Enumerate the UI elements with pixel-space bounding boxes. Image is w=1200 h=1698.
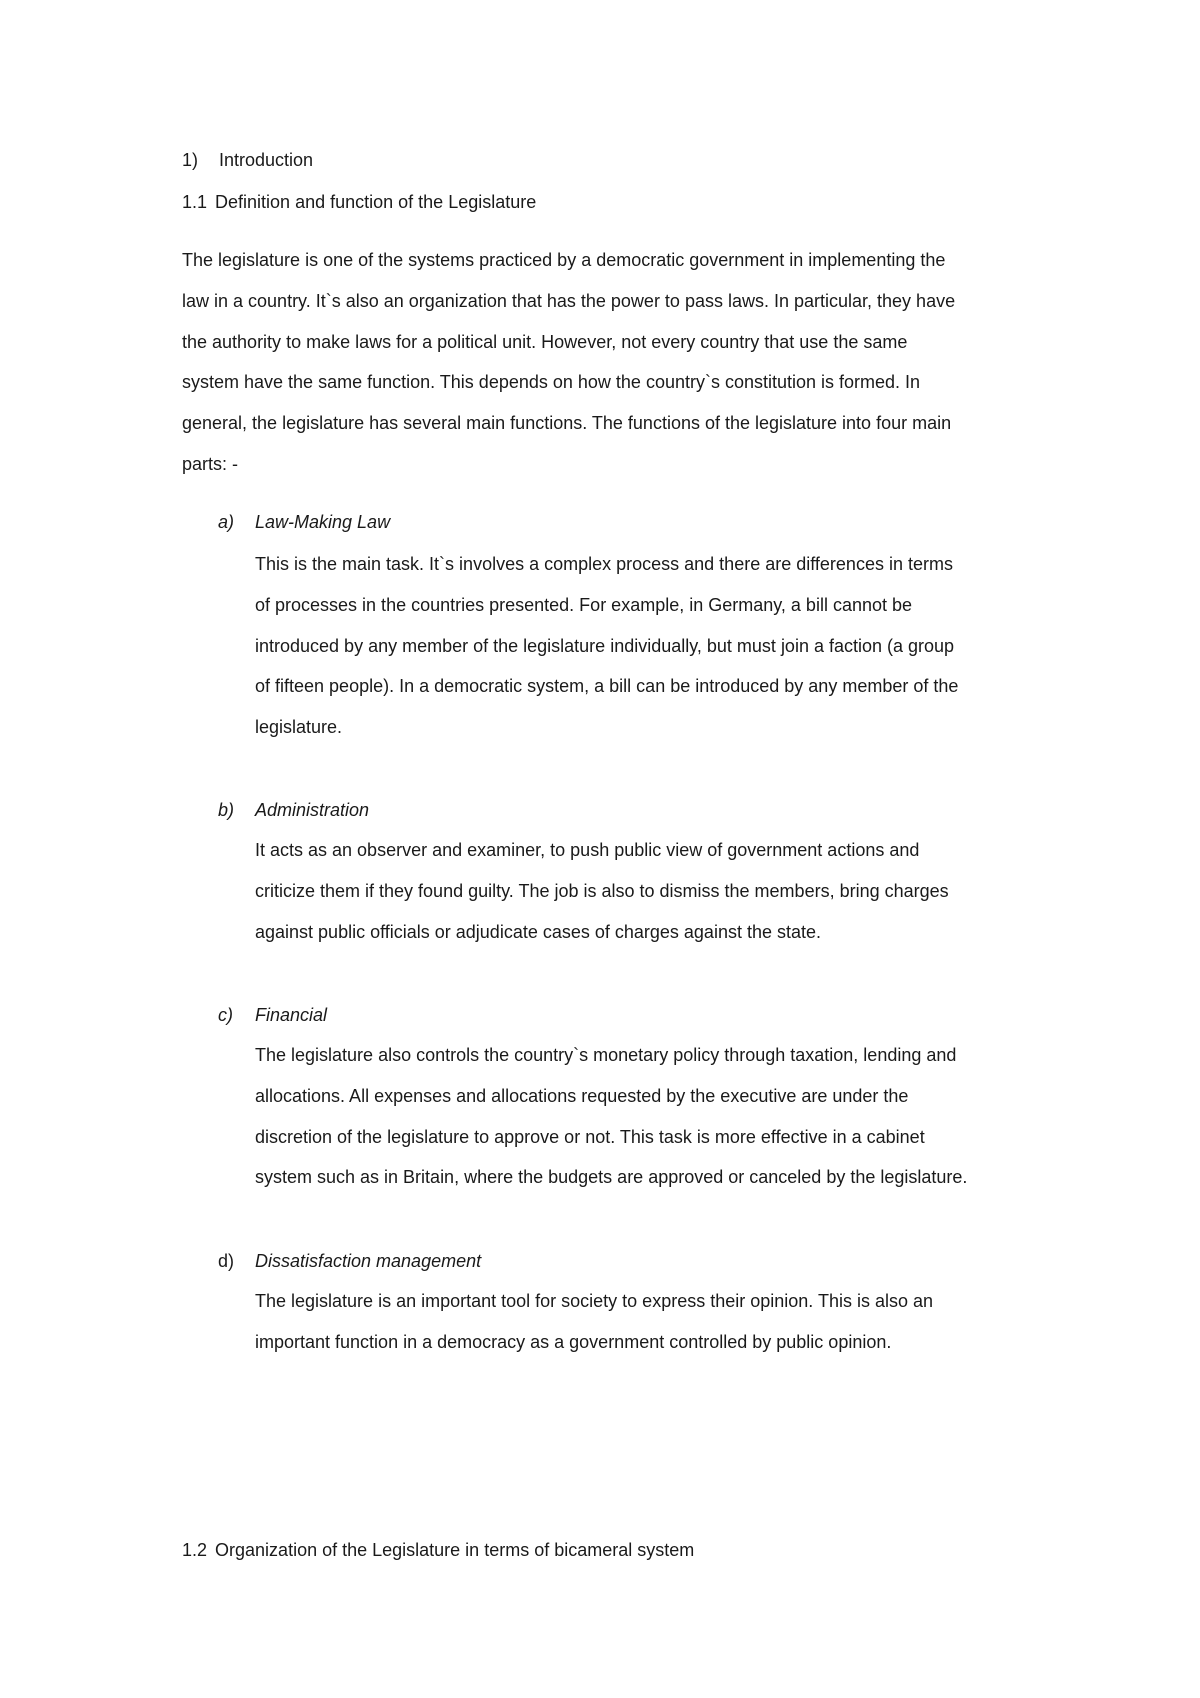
heading-number: 1)	[182, 150, 199, 170]
list-item-body-d	[255, 1281, 933, 1363]
list-item-title: Dissatisfaction management	[255, 1251, 482, 1271]
heading-organization	[182, 1538, 694, 1562]
paragraph-line: This is the main task. It`s involves a complex process and there are differences in terms	[255, 554, 953, 574]
paragraph-line: parts: -	[182, 453, 239, 474]
paragraph-line: allocations. All expenses and allocations requested by the executive are under the	[255, 1085, 909, 1106]
paragraph-line: It acts as an observer and examiner, to push public view of government actions and	[255, 840, 920, 860]
list-item-heading-d	[218, 1249, 481, 1273]
paragraph-line: system have the same function. This depends on how the country`s constitution is formed. In	[182, 372, 921, 393]
paragraph-line: the authority to make laws for a political unit. However, not every country that use the same	[182, 331, 908, 352]
list-item-heading-b	[218, 798, 369, 822]
list-item-body-c	[255, 1035, 967, 1198]
list-item-heading-a	[218, 510, 390, 534]
heading-definition	[182, 190, 536, 214]
paragraph-line: criticize them if they found guilty. The job is also to dismiss the members, bring charges	[255, 880, 949, 901]
paragraph-line: The legislature is an important tool for society to express their opinion. This is also an	[255, 1291, 934, 1311]
list-item-heading-c	[218, 1003, 327, 1027]
list-item-title: Administration	[255, 800, 370, 820]
paragraph-line: important function in a democracy as a government controlled by public opinion.	[255, 1331, 892, 1352]
list-item-body-b	[255, 830, 949, 952]
list-letter: a)	[218, 512, 235, 532]
heading-introduction	[182, 148, 313, 172]
list-letter: c)	[218, 1005, 233, 1025]
paragraph-line: The legislature also controls the country`s monetary policy through taxation, lending and	[255, 1045, 957, 1065]
list-item-title: Law-Making Law	[255, 512, 391, 532]
paragraph-line: of fifteen people). In a democratic system, a bill can be introduced by any member of the	[255, 676, 959, 697]
list-letter: b)	[218, 800, 235, 820]
heading-text: Definition and function of the Legislature	[215, 192, 537, 212]
heading-text: Organization of the Legislature in terms of bicameral system	[215, 1540, 695, 1560]
list-letter: d)	[218, 1251, 235, 1271]
paragraph-line: discretion of the legislature to approve or not. This task is more effective in a cabinet	[255, 1126, 925, 1147]
paragraph-line: legislature.	[255, 717, 343, 738]
paragraph-line: system such as in Britain, where the budgets are approved or canceled by the legislature.	[255, 1167, 968, 1188]
heading-number: 1.2	[182, 1540, 208, 1560]
paragraph-line: The legislature is one of the systems practiced by a democratic government in implementing the	[182, 250, 946, 270]
paragraph-line: introduced by any member of the legislature individually, but must join a faction (a group	[255, 635, 955, 656]
list-item-body-a	[255, 544, 958, 748]
heading-text: Introduction	[219, 150, 314, 170]
heading-number: 1.1	[182, 192, 208, 212]
paragraph-line: of processes in the countries presented. For example, in Germany, a bill cannot be	[255, 594, 913, 615]
paragraph-line: law in a country. It`s also an organization that has the power to pass laws. In particular, they have	[182, 290, 956, 311]
list-item-title: Financial	[255, 1005, 328, 1025]
paragraph-line: general, the legislature has several main functions. The functions of the legislature into four main	[182, 413, 952, 434]
intro-paragraph	[182, 240, 955, 485]
paragraph-line: against public officials or adjudicate cases of charges against the state.	[255, 921, 822, 942]
